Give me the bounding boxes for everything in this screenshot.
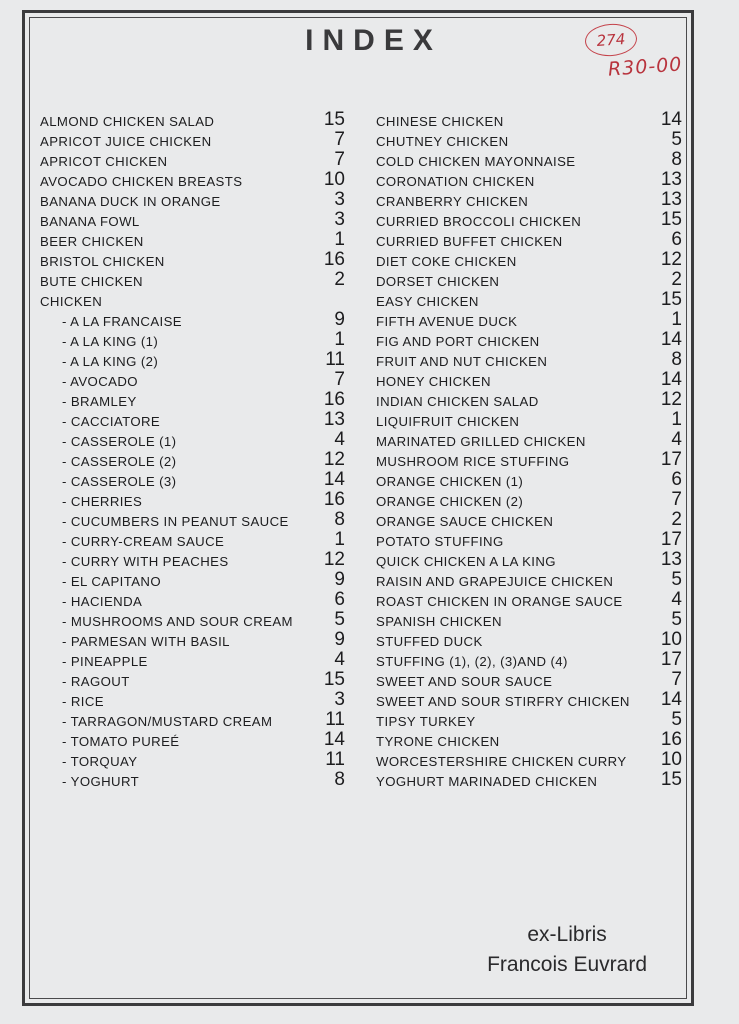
index-entry-name: - CURRY WITH PEACHES (62, 554, 229, 569)
index-entry-page: 14 (660, 369, 682, 390)
index-entry-page: 4 (671, 429, 682, 450)
index-entry-name: BRISTOL CHICKEN (40, 254, 165, 269)
index-entry-page: 14 (660, 109, 682, 130)
index-entry-name: LIQUIFRUIT CHICKEN (376, 414, 520, 429)
index-entry (376, 190, 682, 210)
index-entry-page: 10 (660, 629, 682, 650)
index-entry-page: 5 (671, 129, 682, 150)
ex-libris-label: ex-Libris (527, 923, 607, 946)
index-entry-name: FIFTH AVENUE DUCK (376, 314, 518, 329)
ex-libris-stamp (487, 920, 647, 980)
index-entry-name: BUTE CHICKEN (40, 274, 143, 289)
index-entry-name: - CURRY-CREAM SAUCE (62, 534, 225, 549)
index-entry (40, 270, 345, 290)
index-entry-page: 13 (660, 549, 682, 570)
index-entry (376, 470, 682, 490)
index-entry-page: 3 (334, 209, 345, 230)
index-entry-name: BANANA DUCK IN ORANGE (40, 194, 221, 209)
index-entry (376, 130, 682, 150)
index-entry-name: BANANA FOWL (40, 214, 140, 229)
index-entry-page: 15 (660, 209, 682, 230)
index-entry-name: ALMOND CHICKEN SALAD (40, 114, 215, 129)
index-entry-name: - HACIENDA (62, 594, 143, 609)
index-entry-name: - CASSEROLE (2) (62, 454, 177, 469)
index-entry-name: CRANBERRY CHICKEN (376, 194, 529, 209)
index-entry (376, 390, 682, 410)
index-entry (376, 330, 682, 350)
index-entry-name: ORANGE SAUCE CHICKEN (376, 514, 554, 529)
index-entry (376, 510, 682, 530)
handwritten-circled-number: 274 (584, 22, 638, 58)
index-entry (40, 310, 345, 330)
index-entry-name: SWEET AND SOUR STIRFRY CHICKEN (376, 694, 630, 709)
index-entry-name: MUSHROOM RICE STUFFING (376, 454, 570, 469)
index-entry-name: - CACCIATORE (62, 414, 161, 429)
index-entry-name: - PARMESAN WITH BASIL (62, 634, 230, 649)
index-entry-name: - TORQUAY (62, 754, 138, 769)
index-entry (40, 110, 345, 130)
index-entry (376, 270, 682, 290)
index-entry-page: 6 (671, 469, 682, 490)
index-entry (376, 590, 682, 610)
index-entry (40, 130, 345, 150)
index-entry (376, 670, 682, 690)
index-entry-page: 11 (325, 749, 345, 770)
index-entry-name: - CASSEROLE (3) (62, 474, 177, 489)
index-entry-name: BEER CHICKEN (40, 234, 144, 249)
index-entry-page: 5 (671, 609, 682, 630)
index-entry-page: 8 (671, 349, 682, 370)
index-entry-name: - TARRAGON/MUSTARD CREAM (62, 714, 273, 729)
index-entry (40, 590, 345, 610)
index-entry-page: 8 (334, 769, 345, 790)
index-entry-page: 8 (334, 509, 345, 530)
index-entry-page: 7 (671, 669, 682, 690)
index-entry-name: STUFFING (1), (2), (3)AND (4) (376, 654, 568, 669)
index-entry-page: 10 (660, 749, 682, 770)
index-entry-name: - AVOCADO (62, 374, 138, 389)
index-entry-page: 16 (323, 249, 345, 270)
index-entry-page: 13 (660, 189, 682, 210)
index-entry-name: ORANGE CHICKEN (1) (376, 474, 524, 489)
index-entry (376, 250, 682, 270)
index-entry-page: 13 (660, 169, 682, 190)
index-entry (40, 430, 345, 450)
index-entry-name: - TOMATO PUREÉ (62, 734, 180, 749)
index-entry-name: SWEET AND SOUR SAUCE (376, 674, 553, 689)
index-entry (40, 350, 345, 370)
index-entry-page: 13 (323, 409, 345, 430)
index-entry-name: SPANISH CHICKEN (376, 614, 502, 629)
index-entry-name: CHUTNEY CHICKEN (376, 134, 509, 149)
index-entry (40, 550, 345, 570)
index-entry-page: 16 (660, 729, 682, 750)
index-column-left (40, 110, 345, 790)
index-entry-page: 9 (334, 629, 345, 650)
index-column-right (376, 110, 682, 790)
index-entry-name: - BRAMLEY (62, 394, 137, 409)
index-entry (40, 770, 345, 790)
index-entry-page: 14 (660, 689, 682, 710)
index-entry-name: ORANGE CHICKEN (2) (376, 494, 524, 509)
index-entry-page: 5 (671, 709, 682, 730)
index-entry-page: 10 (323, 169, 345, 190)
index-entry (40, 630, 345, 650)
index-entry (40, 710, 345, 730)
index-entry-page: 15 (660, 289, 682, 310)
index-entry-page: 6 (334, 589, 345, 610)
index-entry (376, 490, 682, 510)
index-entry-page: 5 (334, 609, 345, 630)
index-entry (40, 330, 345, 350)
index-entry (376, 630, 682, 650)
index-entry-page: 17 (660, 449, 682, 470)
index-entry (40, 150, 345, 170)
index-entry-page: 2 (671, 509, 682, 530)
index-entry (40, 450, 345, 470)
index-entry (40, 570, 345, 590)
index-entry-name: - A LA FRANCAISE (62, 314, 182, 329)
index-entry (376, 750, 682, 770)
index-entry-name: APRICOT JUICE CHICKEN (40, 134, 212, 149)
index-entry (376, 290, 682, 310)
index-entry-name: - MUSHROOMS AND SOUR CREAM (62, 614, 293, 629)
index-entry (376, 150, 682, 170)
index-entry-name: AVOCADO CHICKEN BREASTS (40, 174, 243, 189)
index-entry-name: CHICKEN (40, 294, 103, 309)
index-entry-name: CURRIED BROCCOLI CHICKEN (376, 214, 582, 229)
index-entry-page: 17 (660, 529, 682, 550)
index-entry-page: 16 (323, 389, 345, 410)
index-entry-name: HONEY CHICKEN (376, 374, 491, 389)
index-entry (40, 230, 345, 250)
index-entry (376, 410, 682, 430)
index-entry-name: QUICK CHICKEN A LA KING (376, 554, 556, 569)
index-entry-page: 1 (334, 329, 345, 350)
index-entry (40, 210, 345, 230)
index-entry-page: 14 (660, 329, 682, 350)
index-entry-page: 12 (323, 449, 345, 470)
ex-libris-owner: Francois Euvrard (487, 953, 647, 976)
index-entry-name: MARINATED GRILLED CHICKEN (376, 434, 586, 449)
index-entry-name: FIG AND PORT CHICKEN (376, 334, 540, 349)
index-entry (376, 310, 682, 330)
index-entry-name: - A LA KING (1) (62, 334, 159, 349)
index-entry-page: 11 (325, 349, 345, 370)
index-entry (376, 110, 682, 130)
index-entry-name: CURRIED BUFFET CHICKEN (376, 234, 563, 249)
index-entry (40, 490, 345, 510)
index-entry-name: - CHERRIES (62, 494, 143, 509)
index-entry-page: 4 (334, 649, 345, 670)
index-entry-page: 1 (334, 529, 345, 550)
index-entry-page: 7 (334, 149, 345, 170)
index-entry-name: EASY CHICKEN (376, 294, 479, 309)
index-entry (40, 470, 345, 490)
index-entry-page: 3 (334, 189, 345, 210)
index-entry-page: 16 (323, 489, 345, 510)
index-entry (376, 550, 682, 570)
index-entry-page: 11 (325, 709, 345, 730)
index-entry-page: 9 (334, 309, 345, 330)
index-entry (40, 690, 345, 710)
index-entry-page: 15 (660, 769, 682, 790)
index-entry (376, 710, 682, 730)
index-entry (376, 770, 682, 790)
index-entry (40, 730, 345, 750)
index-entry (40, 530, 345, 550)
index-entry-name: APRICOT CHICKEN (40, 154, 168, 169)
index-entry-page: 2 (334, 269, 345, 290)
index-entry-page: 14 (323, 469, 345, 490)
index-entry (376, 730, 682, 750)
index-entry-name: DORSET CHICKEN (376, 274, 500, 289)
index-entry-name: - CUCUMBERS IN PEANUT SAUCE (62, 514, 289, 529)
index-entry-page: 6 (671, 229, 682, 250)
index-entry (376, 450, 682, 470)
index-entry (40, 670, 345, 690)
index-entry (376, 350, 682, 370)
index-entry-page: 8 (671, 149, 682, 170)
index-entry (40, 510, 345, 530)
index-entry-name: RAISIN AND GRAPEJUICE CHICKEN (376, 574, 614, 589)
index-entry-name: - RAGOUT (62, 674, 130, 689)
index-entry-name: DIET COKE CHICKEN (376, 254, 517, 269)
index-entry-name: - EL CAPITANO (62, 574, 161, 589)
index-entry-page: 4 (334, 429, 345, 450)
index-entry-page: 7 (334, 129, 345, 150)
index-entry-name: - A LA KING (2) (62, 354, 159, 369)
index-entry-name: WORCESTERSHIRE CHICKEN CURRY (376, 754, 627, 769)
index-entry-page: 17 (660, 649, 682, 670)
index-entry (40, 170, 345, 190)
index-title: INDEX (305, 24, 442, 57)
index-entry-page: 14 (323, 729, 345, 750)
index-entry (376, 230, 682, 250)
index-entry-page: 7 (334, 369, 345, 390)
index-entry-name: - PINEAPPLE (62, 654, 148, 669)
index-entry-name: CHINESE CHICKEN (376, 114, 504, 129)
index-entry (376, 610, 682, 630)
index-entry-page: 9 (334, 569, 345, 590)
index-entry-name: - CASSEROLE (1) (62, 434, 177, 449)
index-entry-page: 12 (323, 549, 345, 570)
index-entry (40, 250, 345, 270)
index-entry-page: 1 (671, 409, 682, 430)
index-entry-page: 15 (323, 109, 345, 130)
index-entry (376, 690, 682, 710)
index-entry (40, 390, 345, 410)
index-entry (40, 290, 345, 310)
handwritten-price: R30-00 (607, 53, 684, 81)
index-entry-name: TIPSY TURKEY (376, 714, 476, 729)
index-entry-page: 4 (671, 589, 682, 610)
index-entry (40, 370, 345, 390)
index-entry (40, 750, 345, 770)
index-entry-page: 5 (671, 569, 682, 590)
index-entry (40, 190, 345, 210)
index-entry-page: 3 (334, 689, 345, 710)
index-entry (376, 370, 682, 390)
index-entry-name: STUFFED DUCK (376, 634, 483, 649)
index-entry (40, 610, 345, 630)
index-entry-page: 7 (671, 489, 682, 510)
index-entry-page: 2 (671, 269, 682, 290)
index-entry (376, 170, 682, 190)
index-entry-name: ROAST CHICKEN IN ORANGE SAUCE (376, 594, 623, 609)
index-entry (376, 570, 682, 590)
index-entry (376, 430, 682, 450)
index-entry-name: POTATO STUFFING (376, 534, 504, 549)
index-entry-name: - RICE (62, 694, 104, 709)
index-entry-page: 12 (660, 389, 682, 410)
index-entry-name: CORONATION CHICKEN (376, 174, 535, 189)
index-entry-page: 12 (660, 249, 682, 270)
index-entry-page: 1 (334, 229, 345, 250)
index-entry-name: - YOGHURT (62, 774, 140, 789)
index-entry-name: YOGHURT MARINADED CHICKEN (376, 774, 598, 789)
index-entry-page: 15 (323, 669, 345, 690)
index-entry-name: FRUIT AND NUT CHICKEN (376, 354, 548, 369)
index-entry (40, 410, 345, 430)
index-entry-name: TYRONE CHICKEN (376, 734, 500, 749)
index-entry (40, 650, 345, 670)
index-entry (376, 650, 682, 670)
index-entry-page: 1 (671, 309, 682, 330)
index-entry (376, 210, 682, 230)
index-entry (376, 530, 682, 550)
index-entry-name: INDIAN CHICKEN SALAD (376, 394, 539, 409)
index-entry-name: COLD CHICKEN MAYONNAISE (376, 154, 576, 169)
